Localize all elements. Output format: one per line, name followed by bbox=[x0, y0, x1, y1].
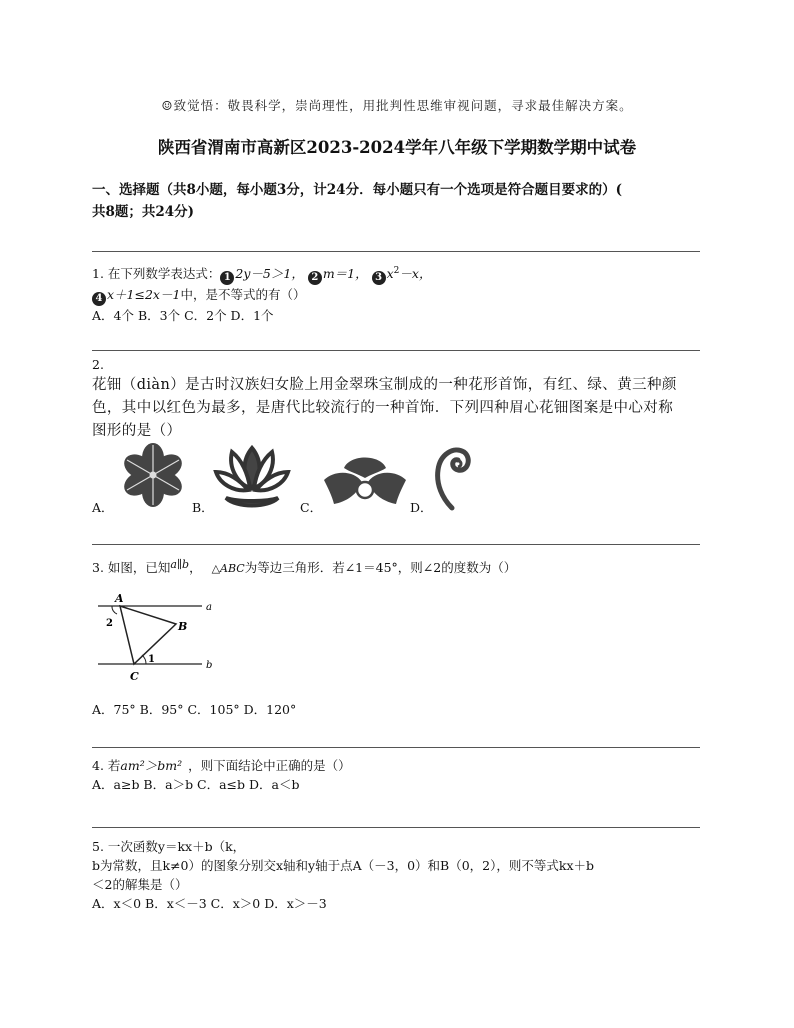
divider bbox=[92, 544, 700, 545]
divider bbox=[92, 827, 700, 828]
question-2-text-line2: 色，其中以红色为最多，是唐代比较流行的一种首饰．下列四种眉心花钿图案是中心对称 bbox=[92, 400, 674, 416]
q1-expr-4: x＋1≤2x－1 bbox=[107, 287, 181, 303]
q3-triangle: △ABC bbox=[211, 562, 245, 575]
question-2-text-line3: 图形的是（） bbox=[92, 423, 182, 439]
divider bbox=[92, 251, 700, 252]
q2-option-d-label: D． bbox=[410, 500, 433, 515]
flower-a-icon bbox=[118, 440, 188, 510]
q4-expr: am²＞bm² bbox=[120, 758, 183, 773]
label-a: a bbox=[206, 602, 212, 613]
question-5-options: A．x＜0 B．x＜－3 C．x＞0 D．x＞－3 bbox=[92, 896, 327, 911]
q1-stem-suffix: 中，是不等式的有（） bbox=[180, 287, 306, 303]
question-3 bbox=[92, 555, 704, 578]
flower-c-icon bbox=[320, 452, 410, 508]
question-1-stem-line2 bbox=[92, 285, 704, 306]
label-A: A bbox=[115, 592, 124, 605]
question-5-line3: ＜2的解集是（） bbox=[92, 877, 188, 892]
question-2 bbox=[92, 355, 704, 443]
q2-option-a-label: A． bbox=[92, 500, 114, 515]
question-2-text-line1: 花钿（diàn）是古时汉族妇女脸上用金翠珠宝制成的一种花形首饰，有红、绿、黄三种颜 bbox=[92, 377, 677, 393]
angle-2-arc bbox=[112, 606, 117, 614]
motto-line: ☺致觉悟：敬畏科学，崇尚理性，用批判性思维审视问题，寻求最佳解决方案。 bbox=[161, 98, 633, 113]
question-1-stem bbox=[92, 262, 704, 285]
flower-b-icon bbox=[212, 440, 292, 512]
question-1-options: A．4个 B．3个 C．2个 D．1个 bbox=[92, 308, 274, 324]
label-angle-2: 2 bbox=[106, 618, 113, 629]
label-angle-1: 1 bbox=[148, 654, 155, 665]
question-1 bbox=[92, 262, 704, 325]
q1-expr-1: 2y－5＞1， bbox=[235, 266, 304, 282]
q1-expr-2: m＝1， bbox=[322, 266, 368, 282]
q3-parallel: a∥b bbox=[170, 558, 190, 571]
circled-number-1: 1 bbox=[220, 271, 234, 285]
q3-stem-suffix: 为等边三角形．若∠1＝45°，则∠2的度数为（） bbox=[244, 560, 517, 575]
section-heading-line1: 一、选择题（共8小题，每小题3分，计24分．每小题只有一个选项是符合题目要求的）( bbox=[92, 182, 622, 198]
question-2-number: 2. bbox=[92, 357, 104, 372]
section-heading-line2: 共8题；共24分) bbox=[92, 204, 195, 220]
q1-expr-3b: －x， bbox=[399, 266, 432, 282]
question-4-stem bbox=[92, 756, 704, 775]
q1-expr-3a: x bbox=[386, 266, 394, 282]
question-5-line2: b为常数，且k≠0）的图象分别交x轴和y轴于点A（－3，0）和B（0，2），则不等式kx＋b bbox=[92, 858, 595, 873]
q1-expr-3-sup: 2 bbox=[393, 266, 400, 276]
divider bbox=[92, 350, 700, 351]
label-b: b bbox=[206, 660, 213, 671]
question-5-line1: 5. 一次函数y＝kx＋b（k， bbox=[92, 839, 246, 854]
q3-stem-prefix: 3. 如图，已知 bbox=[92, 560, 171, 575]
circled-number-4: 4 bbox=[92, 292, 106, 306]
q1-stem-prefix: 1. 在下列数学表达式： bbox=[92, 266, 221, 282]
section-heading bbox=[92, 179, 704, 223]
q4-stem-prefix: 4. 若 bbox=[92, 758, 121, 773]
q4-stem-suffix: ，则下面结论中正确的是（） bbox=[188, 758, 351, 773]
q3-sep: ， bbox=[189, 560, 202, 575]
question-3-options: A．75° B．95° C．105° D．120° bbox=[92, 702, 297, 717]
exam-title: 陕西省渭南市高新区2023-2024学年八年级下学期数学期中试卷 bbox=[157, 138, 637, 157]
question-4 bbox=[92, 756, 704, 794]
q2-option-c-label: C． bbox=[300, 500, 323, 515]
label-B: B bbox=[178, 620, 188, 633]
question-3-stem bbox=[92, 555, 704, 578]
circled-number-3: 3 bbox=[372, 271, 386, 285]
q2-option-b-label: B． bbox=[192, 500, 214, 515]
triangle-figure bbox=[92, 590, 222, 686]
question-4-options: A．a≥b B．a＞b C．a≤b D．a＜b bbox=[92, 777, 300, 792]
flower-d-icon bbox=[428, 440, 474, 512]
question-5 bbox=[92, 837, 704, 913]
label-C: C bbox=[130, 670, 139, 683]
divider bbox=[92, 747, 700, 748]
circled-number-2: 2 bbox=[308, 271, 322, 285]
